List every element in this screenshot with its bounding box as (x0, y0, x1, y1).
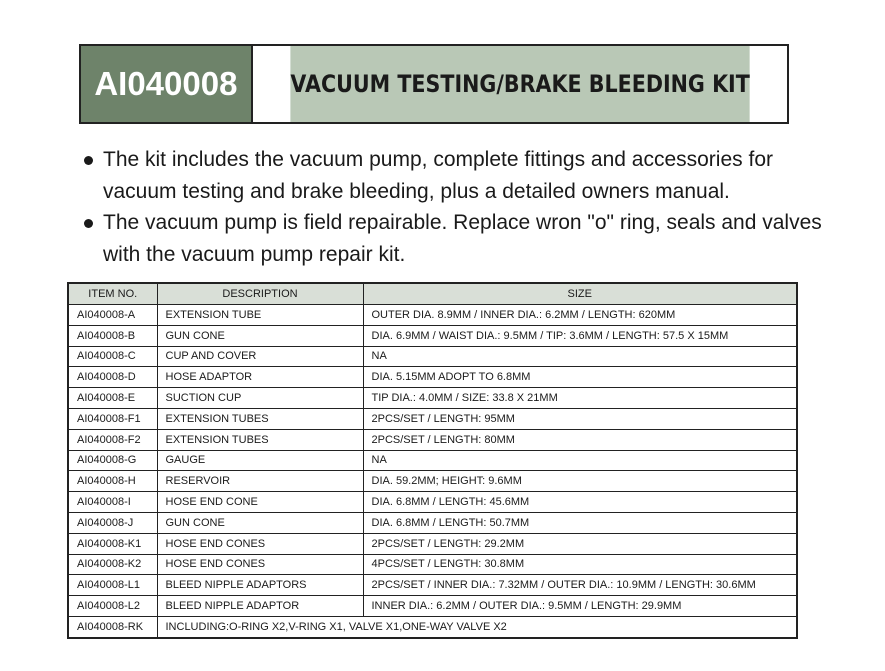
description-cell: GUN CONE (157, 512, 363, 533)
bullet-icon (84, 219, 93, 228)
feature-text: The vacuum pump is field repairable. Replace wron "o" ring, seals and valves with the vacuum pump repair kit. (103, 211, 822, 266)
description-cell: BLEED NIPPLE ADAPTORS (157, 575, 363, 596)
table-row (68, 305, 797, 326)
item-number-cell: AI040008-E (68, 388, 157, 409)
size-cell: 2PCS/SET / LENGTH: 80MM (363, 429, 797, 450)
item-number-cell: AI040008-B (68, 325, 157, 346)
size-cell: 2PCS/SET / INNER DIA.: 7.32MM / OUTER DIA.: 10.9MM / LENGTH: 30.6MM (363, 575, 797, 596)
description-cell: HOSE END CONES (157, 533, 363, 554)
description-cell: HOSE END CONE (157, 492, 363, 513)
product-code: AI040008 (81, 46, 253, 122)
description-cell: SUCTION CUP (157, 388, 363, 409)
size-cell: INNER DIA.: 6.2MM / OUTER DIA.: 9.5MM / LENGTH: 29.9MM (363, 596, 797, 617)
description-cell: EXTENSION TUBE (157, 305, 363, 326)
item-number-cell: AI040008-F1 (68, 408, 157, 429)
size-cell: DIA. 6.8MM / LENGTH: 50.7MM (363, 512, 797, 533)
item-number-cell: AI040008-L2 (68, 596, 157, 617)
size-cell: DIA. 59.2MM; HEIGHT: 9.6MM (363, 471, 797, 492)
size-cell: 2PCS/SET / LENGTH: 95MM (363, 408, 797, 429)
feature-text: The kit includes the vacuum pump, complete fittings and accessories for vacuum testing and brake bleeding, plus a detailed owners manual. (103, 148, 773, 203)
description-cell: HOSE ADAPTOR (157, 367, 363, 388)
table-row (68, 367, 797, 388)
table-row (68, 492, 797, 513)
table-row (68, 512, 797, 533)
product-title: VACUUM TESTING/BRAKE BLEEDING KIT (290, 46, 749, 122)
table-row (68, 596, 797, 617)
item-number-cell: AI040008-RK (68, 616, 157, 637)
size-cell: NA (363, 346, 797, 367)
table-row (68, 408, 797, 429)
size-cell: OUTER DIA. 8.9MM / INNER DIA.: 6.2MM / LENGTH: 620MM (363, 305, 797, 326)
feature-item (82, 144, 842, 207)
column-header-item-no: ITEM NO. (68, 283, 157, 305)
size-cell: DIA. 6.8MM / LENGTH: 45.6MM (363, 492, 797, 513)
size-cell: DIA. 6.9MM / WAIST DIA.: 9.5MM / TIP: 3.6MM / LENGTH: 57.5 X 15MM (363, 325, 797, 346)
column-header-size: SIZE (363, 283, 797, 305)
size-cell: DIA. 5.15MM ADOPT TO 6.8MM (363, 367, 797, 388)
table-row (68, 575, 797, 596)
table-row (68, 450, 797, 471)
size-cell: TIP DIA.: 4.0MM / SIZE: 33.8 X 21MM (363, 388, 797, 409)
table-header-row (68, 283, 797, 305)
item-number-cell: AI040008-I (68, 492, 157, 513)
table-row (68, 429, 797, 450)
table-row (68, 554, 797, 575)
title-banner (79, 44, 789, 124)
table-row (68, 533, 797, 554)
item-number-cell: AI040008-D (68, 367, 157, 388)
item-number-cell: AI040008-G (68, 450, 157, 471)
description-cell: GUN CONE (157, 325, 363, 346)
item-number-cell: AI040008-F2 (68, 429, 157, 450)
table-row (68, 388, 797, 409)
description-cell: RESERVOIR (157, 471, 363, 492)
bullet-icon (84, 156, 93, 165)
item-number-cell: AI040008-K2 (68, 554, 157, 575)
size-cell: 2PCS/SET / LENGTH: 29.2MM (363, 533, 797, 554)
parts-table-body (68, 305, 797, 638)
table-row (68, 471, 797, 492)
feature-item (82, 207, 842, 270)
description-cell: HOSE END CONES (157, 554, 363, 575)
size-cell: NA (363, 450, 797, 471)
description-cell: GAUGE (157, 450, 363, 471)
table-row (68, 346, 797, 367)
description-cell: BLEED NIPPLE ADAPTOR (157, 596, 363, 617)
item-number-cell: AI040008-C (68, 346, 157, 367)
item-number-cell: AI040008-L1 (68, 575, 157, 596)
description-cell: CUP AND COVER (157, 346, 363, 367)
item-number-cell: AI040008-J (68, 512, 157, 533)
description-cell: EXTENSION TUBES (157, 429, 363, 450)
item-number-cell: AI040008-H (68, 471, 157, 492)
item-number-cell: AI040008-K1 (68, 533, 157, 554)
item-number-cell: AI040008-A (68, 305, 157, 326)
repair-kit-contents-cell: INCLUDING:O-RING X2,V-RING X1, VALVE X1,ONE-WAY VALVE X2 (157, 616, 797, 637)
parts-table (67, 282, 798, 639)
table-row-repair-kit (68, 616, 797, 637)
size-cell: 4PCS/SET / LENGTH: 30.8MM (363, 554, 797, 575)
feature-list (82, 144, 842, 270)
table-row (68, 325, 797, 346)
description-cell: EXTENSION TUBES (157, 408, 363, 429)
column-header-description: DESCRIPTION (157, 283, 363, 305)
